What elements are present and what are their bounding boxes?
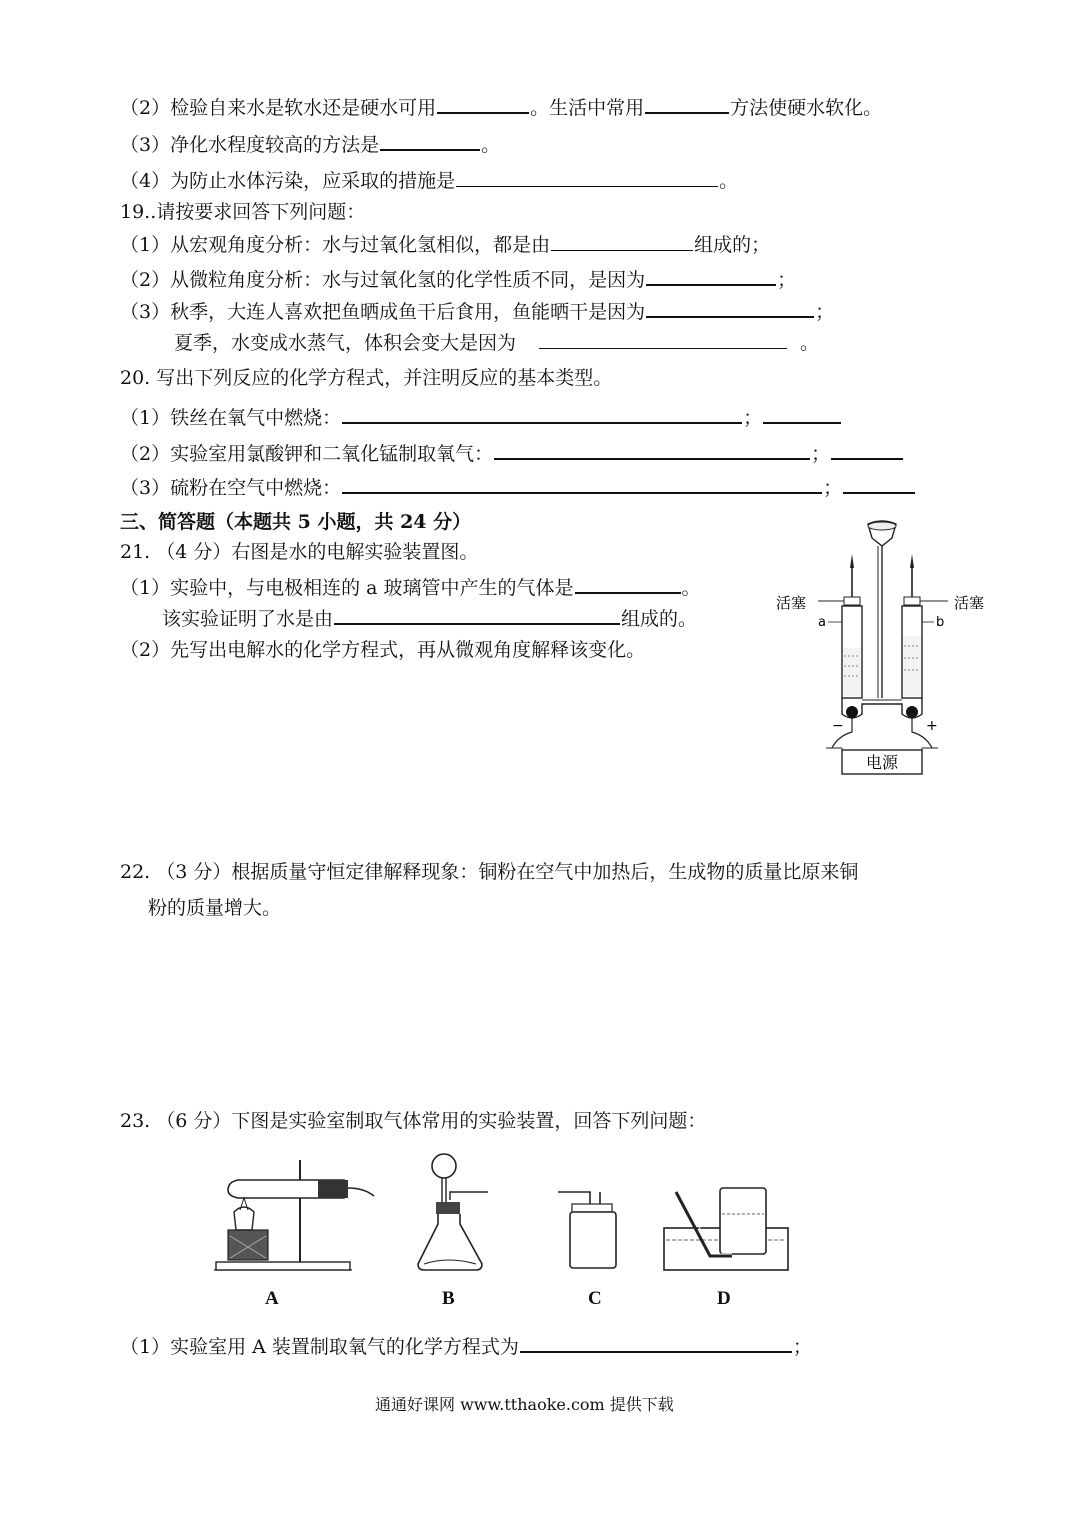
apparatus-label-c: C [588,1288,602,1309]
right-stopcock-label: 活塞 [954,594,985,612]
q20-3-sep: ； [823,477,843,499]
q20-line-2 [120,440,904,466]
q18-3-text-b: 。 [481,134,501,156]
q20-line-3 [120,474,916,500]
q20-2-text: （2）实验室用氯酸钾和二氧化锰制取氧气： [120,443,494,465]
q19-1-blank[interactable] [551,232,693,251]
q19-1-text-b: 组成的； [694,234,771,256]
q20-title: 20. 写出下列反应的化学方程式，并注明反应的基本类型。 [120,367,613,389]
q18-2-text-a: （2）检验自来水是软水还是硬水可用 [120,97,437,119]
q20-1-sep: ； [743,407,763,429]
q19-1-text-a: （1）从宏观角度分析：水与过氧化氢相似，都是由 [120,234,551,256]
q18-2-blank-2[interactable] [645,94,729,114]
q19-title: 19..请按要求回答下列问题： [120,201,366,223]
q18-2-text-b: 。生活中常用 [530,97,645,119]
apparatus-label-d: D [717,1288,731,1309]
q20-1-text: （1）铁丝在氧气中燃烧： [120,407,342,429]
q21-line-1 [120,574,701,600]
q23-line-1 [120,1333,812,1359]
q18-4-blank[interactable] [456,168,718,187]
q21-2-text-a: 该实验证明了水是由 [162,608,334,630]
q20-1-blank-equation[interactable] [342,404,742,424]
left-stopcock-label: 活塞 [776,594,807,612]
q20-2-blank-equation[interactable] [494,440,810,460]
power-supply-label: 电源 [865,753,899,772]
q20-line-1 [120,404,842,430]
q19-4-text-b: 。 [800,332,820,354]
q19-line-3 [120,298,834,324]
q19-line-4 [174,330,819,355]
q21-1-blank[interactable] [575,574,681,594]
negative-terminal: − [832,718,844,734]
q21-line-3: （2）先写出电解水的化学方程式，再从微观角度解释该变化。 [120,639,646,661]
page-footer: 通通好课网 www.tthaoke.com 提供下载 [375,1395,674,1414]
q23-1-text-a: （1）实验室用 A 装置制取氧气的化学方程式为 [120,1336,519,1358]
q21-2-blank[interactable] [334,605,620,625]
q18-4-text-a: （4）为防止水体污染，应采取的措施是 [120,170,456,192]
q21-line-2 [162,605,697,631]
q21-1-text-a: （1）实验中，与电极相连的 a 玻璃管中产生的气体是 [120,577,574,599]
apparatus-b-figure [412,1150,502,1274]
q19-3-blank[interactable] [646,298,814,318]
apparatus-label-b: B [442,1288,455,1309]
apparatus-c-figure [554,1186,624,1274]
q21-1-text-b: 。 [681,577,701,599]
q20-3-blank-equation[interactable] [342,474,822,494]
q20-3-blank-type[interactable] [843,474,915,494]
q22-line-2: 粉的质量增大。 [148,897,282,919]
q23-1-blank[interactable] [520,1333,792,1353]
q18-4-text-b: 。 [719,170,739,192]
q18-2-text-c: 方法使硬水软化。 [730,97,883,119]
q19-3-text-b: ； [815,301,835,323]
q18-line-2 [120,94,882,120]
q21-title: 21. （4 分）右图是水的电解实验装置图。 [120,541,479,563]
q20-2-blank-type[interactable] [831,440,903,460]
q23-title: 23. （6 分）下图是实验室制取气体常用的实验装置，回答下列问题： [120,1110,707,1132]
q19-2-text-b: ； [777,269,797,291]
tube-b-label: b [936,615,945,630]
q20-3-text: （3）硫粉在空气中燃烧： [120,477,342,499]
apparatus-d-figure [660,1184,792,1274]
q18-2-blank-1[interactable] [437,94,529,114]
q20-1-blank-type[interactable] [763,404,841,424]
q23-1-text-b: ； [792,1336,812,1358]
q19-line-2 [120,266,796,292]
q18-line-3 [120,131,500,157]
apparatus-label-a: A [265,1288,279,1309]
q20-2-sep: ； [811,443,831,465]
apparatus-a-figure [214,1150,380,1274]
q19-3-text-a: （3）秋季，大连人喜欢把鱼晒成鱼干后食用，鱼能晒干是因为 [120,301,646,323]
q18-3-blank[interactable] [380,131,480,151]
q19-line-1 [120,232,770,257]
q22-line-1: 22. （3 分）根据质量守恒定律解释现象：铜粉在空气中加热后，生成物的质量比原来铜 [120,861,859,883]
positive-terminal: + [926,718,938,734]
section-heading: 三、简答题（本题共 5 小题，共 24 分） [120,511,472,533]
tube-a-label: a [818,615,826,630]
q19-4-text-a: 夏季，水变成水蒸气，体积会变大是因为 [174,332,517,354]
q19-2-blank[interactable] [646,266,776,286]
q18-line-4 [120,168,738,193]
q21-2-text-b: 组成的。 [621,608,698,630]
electrolysis-apparatus-figure [770,518,1000,780]
q18-3-text-a: （3）净化水程度较高的方法是 [120,134,380,156]
q19-2-text-a: （2）从微粒角度分析：水与过氧化氢的化学性质不同，是因为 [120,269,646,291]
q19-4-blank[interactable] [539,330,787,349]
